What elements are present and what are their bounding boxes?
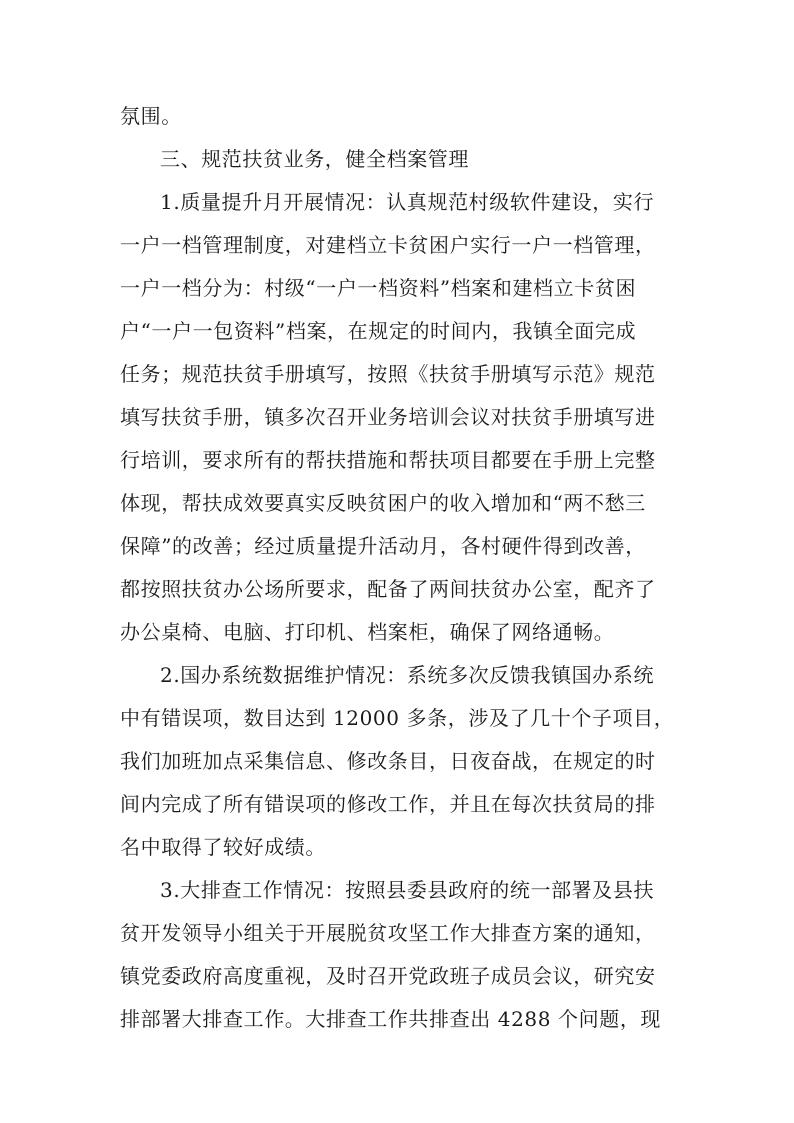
text-line: 间内完成了所有错误项的修改工作，并且在每次扶贫局的排	[120, 792, 656, 816]
text-line: 一户一档分为：村级“一户一档资料”档案和建档立卡贫困	[120, 276, 637, 300]
text-line: 中有错误项，数目达到 12000 多条，涉及了几十个子项目，	[120, 706, 675, 730]
text-line: 户“一户一包资料”档案，在规定的时间内，我镇全面完成	[120, 319, 637, 343]
text-line: 我们加班加点采集信息、修改条目，日夜奋战，在规定的时	[120, 749, 656, 773]
text-line: 任务；规范扶贫手册填写，按照《扶贫手册填写示范》规范	[120, 362, 656, 386]
text-line: 1.质量提升月开展情况：认真规范村级软件建设，实行	[160, 190, 655, 214]
text-line: 排部署大排查工作。大排查工作共排查出 4288 个问题，现	[120, 1007, 662, 1031]
section-heading: 三、规范扶贫业务，健全档案管理	[160, 147, 469, 171]
text-line: 保障”的改善；经过质量提升活动月，各村硬件得到改善，	[120, 534, 646, 558]
text-line: 填写扶贫手册，镇多次召开业务培训会议对扶贫手册填写进	[120, 405, 656, 429]
text-line: 都按照扶贫办公场所要求，配备了两间扶贫办公室，配齐了	[120, 577, 656, 601]
text-line: 体现，帮扶成效要真实反映贫困户的收入增加和“两不愁三	[120, 491, 646, 515]
text-line: 贫开发领导小组关于开展脱贫攻坚工作大排查方案的通知，	[120, 921, 656, 945]
text-line: 办公桌椅、电脑、打印机、档案柜，确保了网络通畅。	[120, 620, 615, 644]
text-line: 2.国办系统数据维护情况：系统多次反馈我镇国办系统	[160, 663, 655, 687]
text-line: 镇党委政府高度重视，及时召开党政班子成员会议，研究安	[120, 964, 656, 988]
text-line: 一户一档管理制度，对建档立卡贫困户实行一户一档管理，	[120, 233, 656, 257]
text-line: 3.大排查工作情况：按照县委县政府的统一部署及县扶	[160, 878, 655, 902]
text-line: 氛围。	[120, 104, 182, 128]
text-line: 名中取得了较好成绩。	[120, 835, 326, 859]
text-line: 行培训，要求所有的帮扶措施和帮扶项目都要在手册上完整	[120, 448, 656, 472]
